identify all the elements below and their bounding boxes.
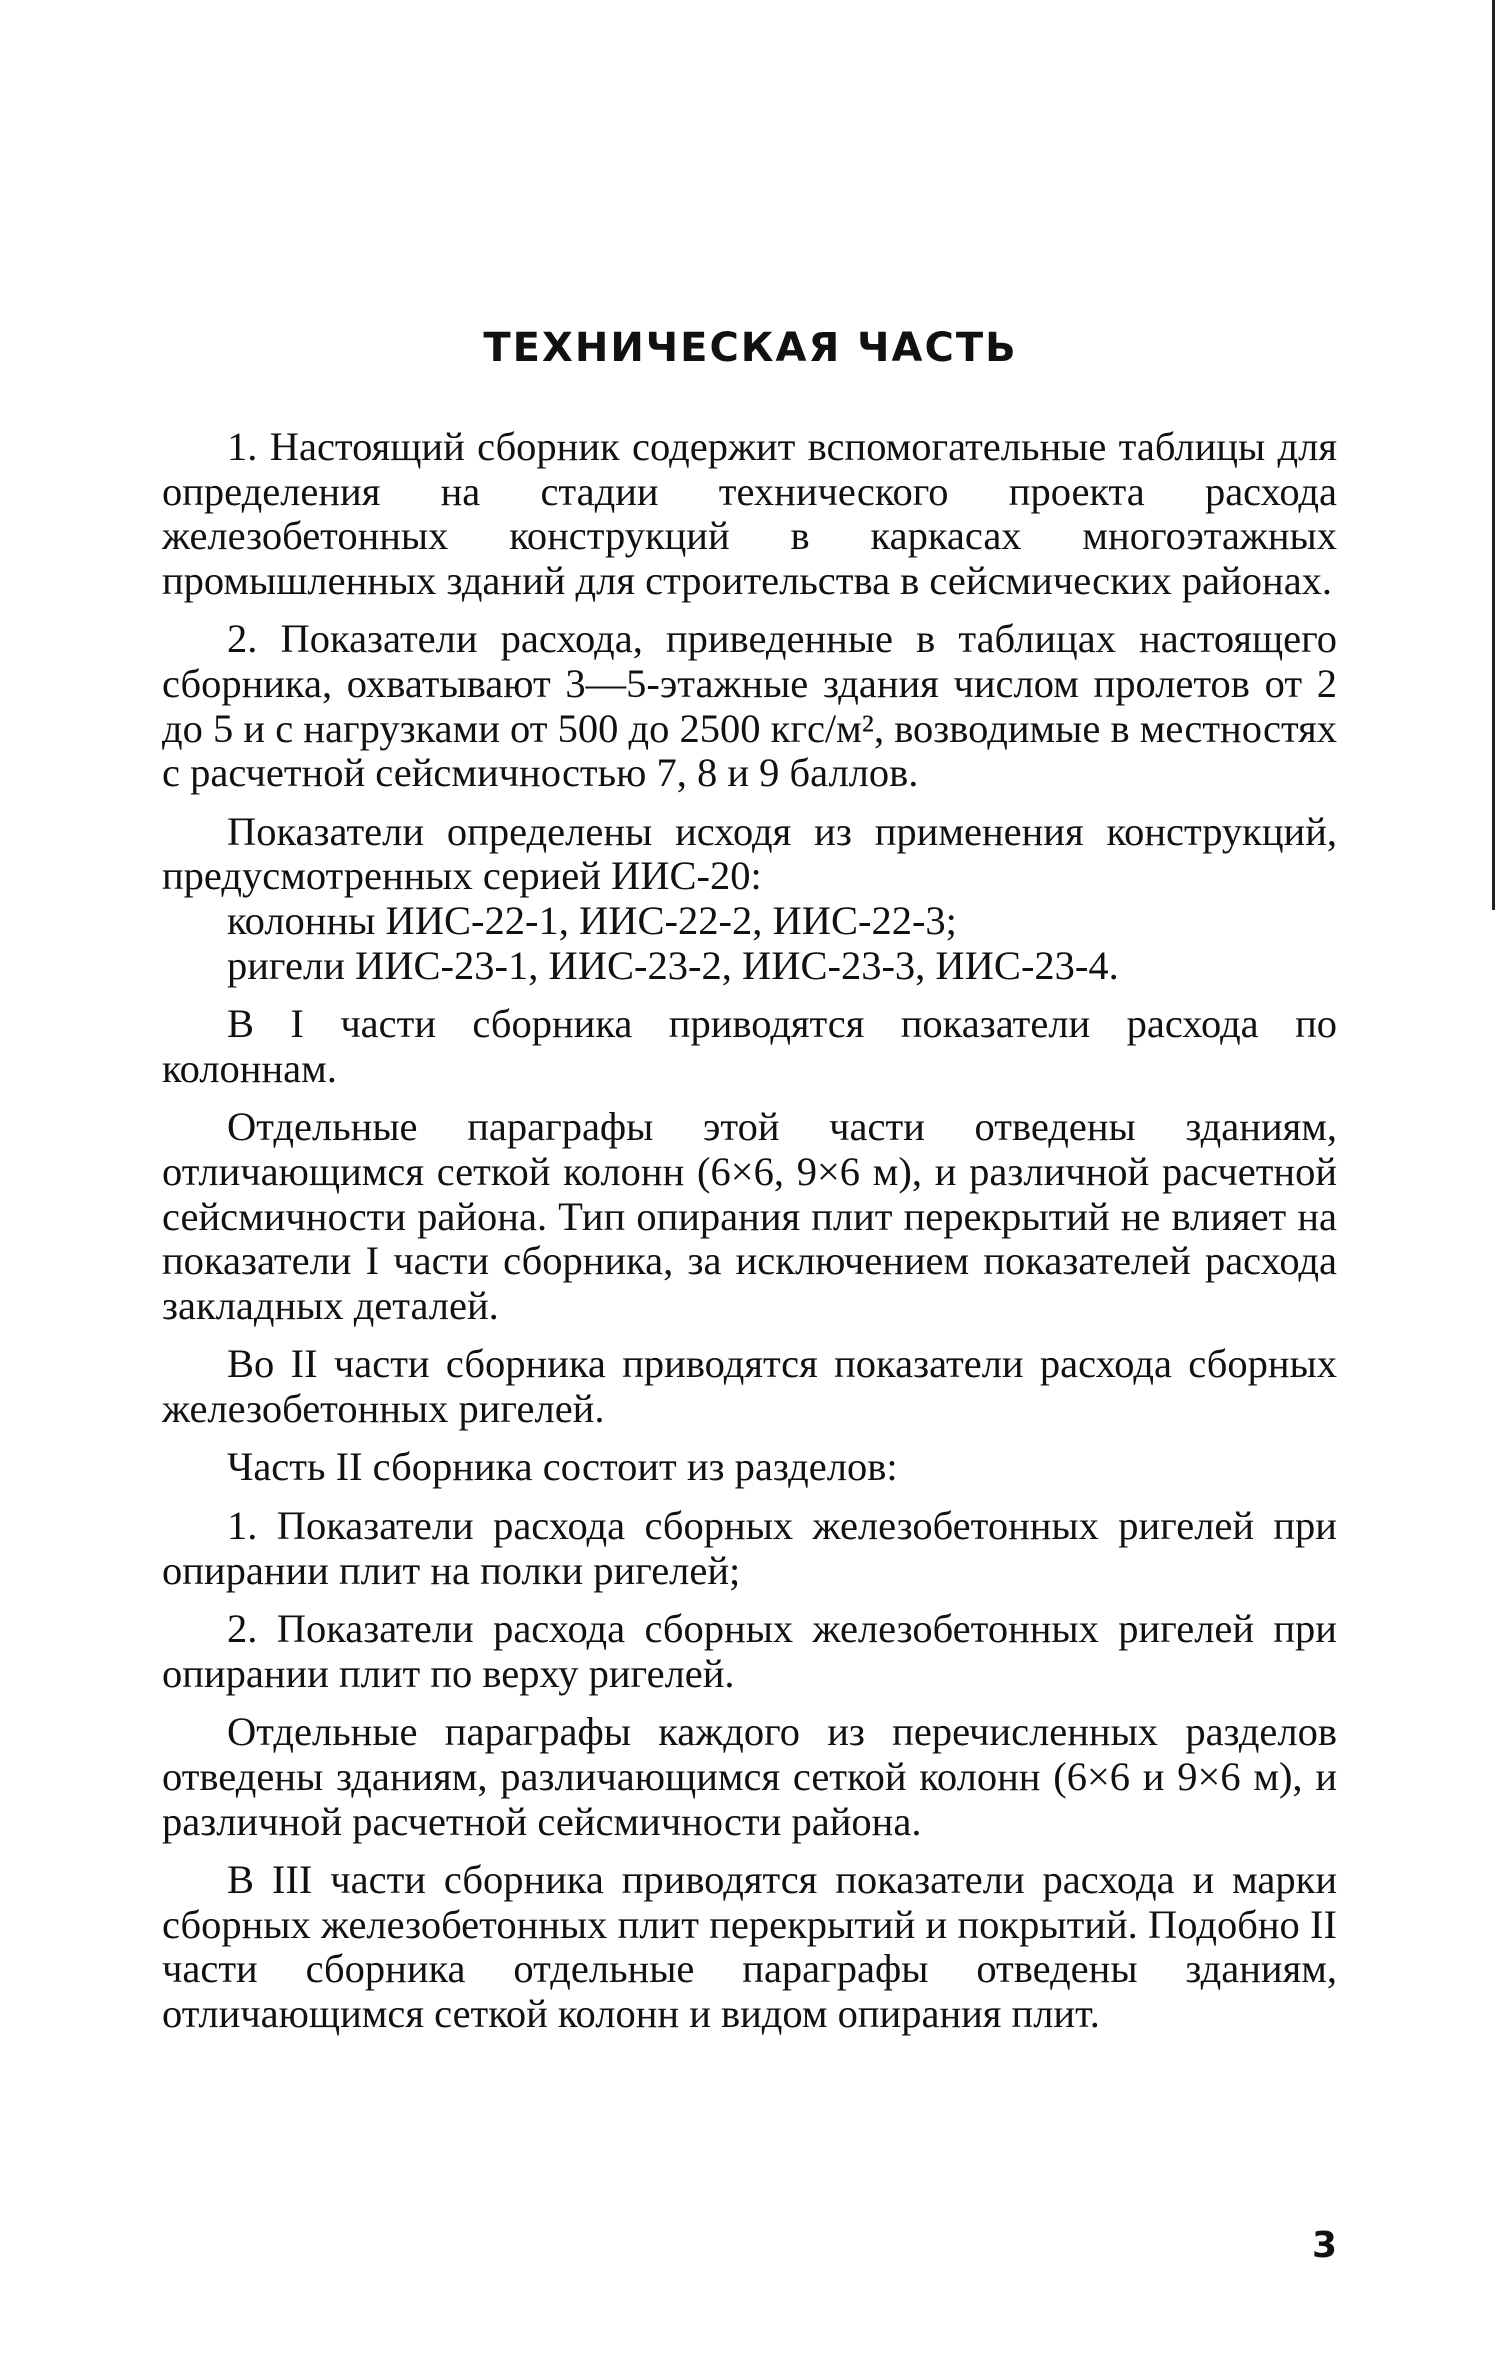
section-list-item-1: 1. Показатели расхода сборных железобетонных ригелей при опирании плит на полки ригелей; xyxy=(162,1503,1337,1593)
page-number: 3 xyxy=(1311,2225,1337,2266)
paragraph-1: 1. Настоящий сборник содержит вспомогательные таблицы для определения на стадии технического проекта расхода железобетонных конструкций в каркасах многоэтажных промышленных зданий для строительства в сейсмических районах. xyxy=(162,424,1337,603)
paragraph-4: В I части сборника приводятся показатели расхода по колоннам. xyxy=(162,1001,1337,1091)
paragraph-5: Отдельные параграфы этой части отведены зданиям, отличающимся сеткой колонн (6×6, 9×6 м), и различной расчетной сейсмичности района. Тип опирания плит перекрытий не влияет на показатели I части сборника, за исключением показателей расхода закладных деталей. xyxy=(162,1104,1337,1328)
paragraph-2: 2. Показатели расхода, приведенные в таблицах настоящего сборника, охватывают 3—5-этажные здания числом пролетов от 2 до 5 и с нагрузками от 500 до 2500 кгс/м², возводимые в местностях с расчетной сейсмичностью 7, 8 и 9 баллов. xyxy=(162,616,1337,796)
paragraph-8: Отдельные параграфы каждого из перечисленных разделов отведены зданиям, различающимся сеткой колонн (6×6 и 9×6 м), и различной расчетной сейсмичности района. xyxy=(162,1709,1337,1844)
body-text xyxy=(162,425,1337,2037)
columns-series-line: колонны ИИС-22-1, ИИС-22-2, ИИС-22-3; xyxy=(227,897,957,943)
paragraph-7: Часть II сборника состоит из разделов: xyxy=(227,1444,898,1490)
section-list-item-2: 2. Показатели расхода сборных железобетонных ригелей при опирании плит по верху ригелей. xyxy=(162,1606,1337,1696)
paragraph-6: Во II части сборника приводятся показатели расхода сборных железобетонных ригелей. xyxy=(162,1341,1337,1431)
paragraph-9: В III части сборника приводятся показатели расхода и марки сборных железобетонных плит перекрытий и покрытий. Подобно II части сборника отдельные параграфы отведены зданиям, отличающимся сеткой колонн и видом опирания плит. xyxy=(162,1857,1337,2036)
page-edge-line xyxy=(1492,0,1495,910)
girders-series-line: ригели ИИС-23-1, ИИС-23-2, ИИС-23-3, ИИС-23-4. xyxy=(227,942,1119,988)
paragraph-3: Показатели определены исходя из применения конструкций, предусмотренных серией ИИС-20: xyxy=(162,808,1337,899)
section-title: ТЕХНИЧЕСКАЯ ЧАСТЬ xyxy=(483,325,1018,371)
